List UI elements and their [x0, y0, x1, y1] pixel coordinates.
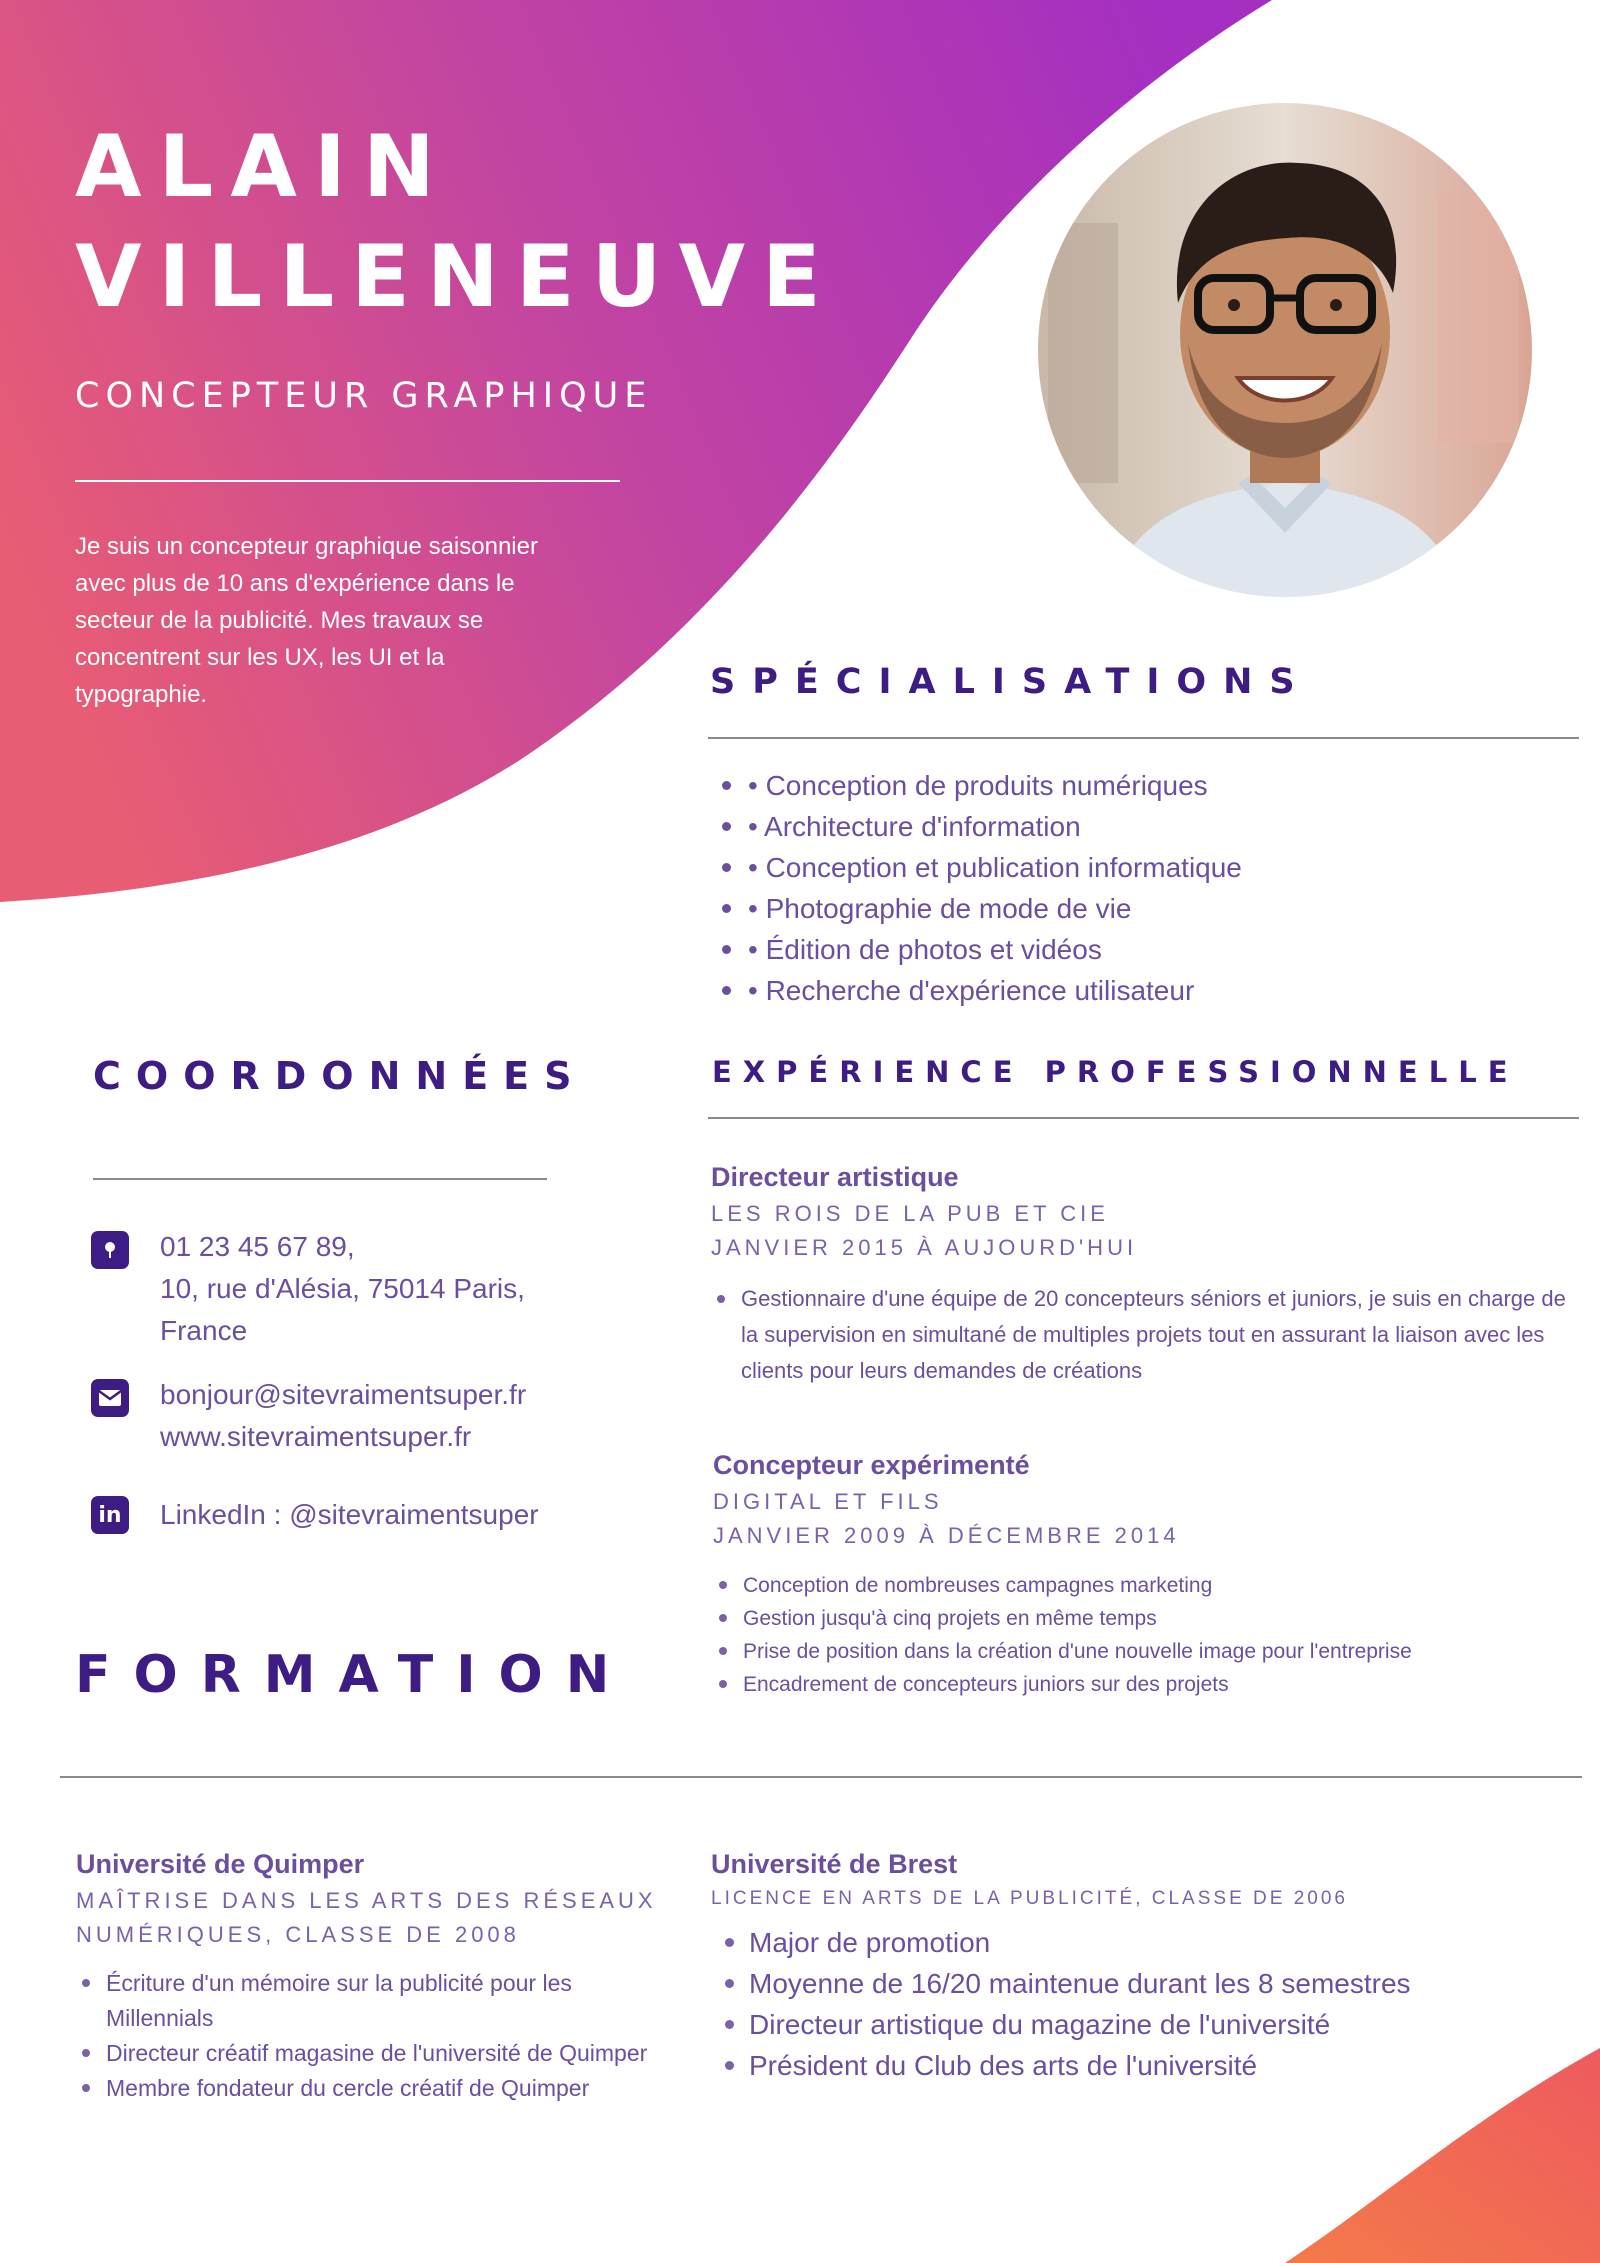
education-heading: FORMATION: [75, 1645, 633, 1705]
list-item: Écriture d'un mémoire sur la publicité pour les Millennials: [106, 1966, 666, 2036]
list-item: Directeur créatif magasine de l'université de Quimper: [106, 2036, 666, 2071]
specialisations-divider: [708, 737, 1579, 739]
education-degree: [76, 1884, 676, 1952]
experience-title: Concepteur expérimenté: [713, 1450, 1030, 1480]
location-icon: [91, 1231, 129, 1269]
education-bullets: [76, 1966, 666, 2106]
list-item: Major de promotion: [749, 1922, 1571, 1963]
list-item: • Édition de photos et vidéos: [748, 929, 1242, 970]
list-item: Gestionnaire d'une équipe de 20 concepteurs séniors et juniors, je suis en charge de la supervision en simultané de multiples projets tout en assurant la liaison avec les clients pour leurs demandes de créations: [741, 1281, 1571, 1389]
education-school: Université de Brest: [711, 1849, 958, 1879]
list-item: Moyenne de 16/20 maintenue durant les 8 semestres: [749, 1963, 1571, 2004]
contact-website[interactable]: www.sitevraimentsuper.fr: [160, 1421, 472, 1452]
education-bullets: [711, 1922, 1571, 2086]
contact-address: [160, 1226, 525, 1352]
list-item: Gestion jusqu'à cinq projets en même temps: [743, 1602, 1563, 1635]
education-divider: [60, 1776, 1582, 1778]
experience-heading: EXPÉRIENCE PROFESSIONNELLE: [712, 1055, 1519, 1089]
experience-dates: JANVIER 2015 À AUJOURD'HUI: [711, 1235, 1138, 1260]
list-item: • Recherche d'expérience utilisateur: [748, 970, 1242, 1011]
list-item: Membre fondateur du cercle créatif de Quimper: [106, 2071, 666, 2106]
contact-online: [160, 1374, 526, 1458]
education-degree: LICENCE EN ARTS DE LA PUBLICITÉ, CLASSE DE 2006: [711, 1888, 1348, 1909]
contact-phone: 01 23 45 67 89,: [160, 1231, 355, 1262]
experience-title: Directeur artistique: [711, 1162, 959, 1192]
experience-meta: [713, 1485, 1563, 1553]
list-item: Encadrement de concepteurs juniors sur des projets: [743, 1668, 1563, 1701]
experience-bullets: [711, 1281, 1571, 1389]
education-degree-line2: NUMÉRIQUES, CLASSE DE 2008: [76, 1922, 520, 1947]
job-title: CONCEPTEUR GRAPHIQUE: [75, 376, 653, 416]
contact-heading: COORDONNÉES: [93, 1054, 587, 1098]
list-item: Prise de position dans la création d'une nouvelle image pour l'entreprise: [743, 1635, 1563, 1668]
contact-linkedin[interactable]: LinkedIn : @sitevraimentsuper: [160, 1499, 539, 1530]
contact-address-line1: 10, rue d'Alésia, 75014 Paris,: [160, 1273, 525, 1304]
list-item: • Architecture d'information: [748, 806, 1242, 847]
experience-company: DIGITAL ET FILS: [713, 1489, 943, 1514]
experience-dates: JANVIER 2009 À DÉCEMBRE 2014: [713, 1523, 1180, 1548]
experience-bullets: [713, 1569, 1563, 1701]
experience-divider: [708, 1117, 1579, 1119]
education-degree-line1: MAÎTRISE DANS LES ARTS DES RÉSEAUX: [76, 1888, 657, 1913]
education-item: [76, 1849, 676, 2106]
experience-meta: [711, 1197, 1561, 1265]
list-item: • Conception de produits numériques: [748, 765, 1242, 806]
bio-text: Je suis un concepteur graphique saisonnier avec plus de 10 ans d'expérience dans le secteur de la publicité. Mes travaux se concentrent sur les UX, les UI et la typographie.: [75, 533, 538, 708]
experience-item: [711, 1162, 1566, 1389]
profile-photo: [1038, 103, 1532, 597]
specialisations-list: [708, 765, 1242, 1011]
education-item: [711, 1849, 1571, 2086]
name-first: ALAIN: [75, 117, 452, 217]
contact-email[interactable]: bonjour@sitevraimentsuper.fr: [160, 1379, 527, 1410]
experience-company: LES ROIS DE LA PUB ET CIE: [711, 1201, 1109, 1226]
education-school: Université de Quimper: [76, 1849, 365, 1879]
list-item: • Conception et publication informatique: [748, 847, 1242, 888]
specialisations-heading: SPÉCIALISATIONS: [710, 662, 1312, 702]
contact-address-line2: France: [160, 1315, 248, 1346]
experience-item: [713, 1450, 1563, 1701]
candidate-name: [75, 112, 838, 332]
list-item: Directeur artistique du magazine de l'université: [749, 2004, 1571, 2045]
contact-divider: [93, 1178, 547, 1180]
list-item: • Photographie de mode de vie: [748, 888, 1242, 929]
name-last: VILLENEUVE: [75, 227, 838, 327]
list-item: Président du Club des arts de l'université: [749, 2045, 1571, 2086]
header-divider: [75, 480, 620, 482]
linkedin-icon: in: [91, 1496, 129, 1534]
mail-icon: [91, 1379, 129, 1417]
list-item: Conception de nombreuses campagnes marketing: [743, 1569, 1563, 1602]
